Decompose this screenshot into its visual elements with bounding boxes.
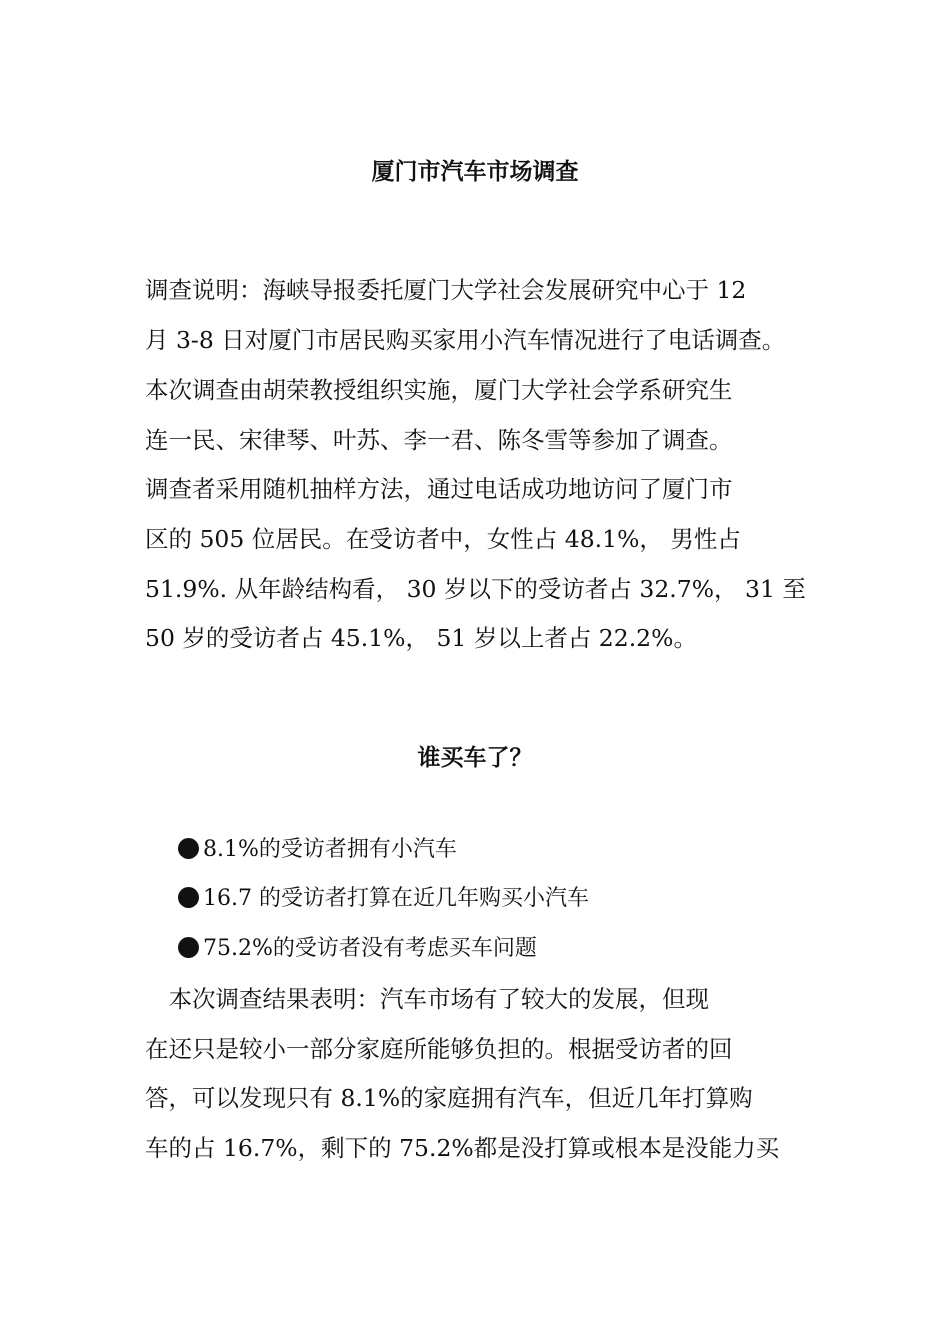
intro-line-2: 月 3-8 日对厦门市居民购买家用小汽车情况进行了电话调查。 bbox=[145, 326, 786, 354]
bullet-dot-icon bbox=[178, 838, 199, 859]
intro-line-1: 调查说明：海峡导报委托厦门大学社会发展研究中心于 12 bbox=[145, 276, 747, 304]
bullet-text: 8.1%的受访者拥有小汽车 bbox=[203, 837, 457, 862]
bullet-item bbox=[178, 835, 457, 865]
intro-line-8: 50 岁的受访者占 45.1%， 51 岁以上者占 22.2%。 bbox=[145, 624, 697, 652]
intro-line-6: 区的 505 位居民。在受访者中，女性占 48.1%， 男性占 bbox=[145, 525, 741, 553]
intro-line-7: 51.9%. 从年龄结构看， 30 岁以下的受访者占 32.7%， 31 至 bbox=[145, 575, 806, 603]
body-line-2: 在还只是较小一部分家庭所能够负担的。根据受访者的回 bbox=[145, 1035, 733, 1063]
section-heading: 谁买车了？ bbox=[417, 745, 533, 771]
bullet-text: 16.7 的受访者打算在近几年购买小汽车 bbox=[203, 886, 589, 911]
bullet-item bbox=[178, 884, 589, 914]
body-line-4: 车的占 16.7%，剩下的 75.2%都是没打算或根本是没能力买 bbox=[145, 1134, 780, 1162]
document-title: 厦门市汽车市场调查 bbox=[371, 159, 579, 185]
bullet-dot-icon bbox=[178, 887, 199, 908]
intro-line-4: 连一民、宋律琴、叶苏、李一君、陈冬雪等参加了调查。 bbox=[145, 426, 733, 454]
intro-line-5: 调查者采用随机抽样方法，通过电话成功地访问了厦门市 bbox=[145, 475, 733, 503]
bullet-text: 75.2%的受访者没有考虑买车问题 bbox=[203, 936, 537, 961]
intro-line-3: 本次调查由胡荣教授组织实施，厦门大学社会学系研究生 bbox=[145, 376, 733, 404]
body-line-3: 答，可以发现只有 8.1%的家庭拥有汽车，但近几年打算购 bbox=[145, 1084, 753, 1112]
bullet-item bbox=[178, 934, 537, 964]
body-line-1: 本次调查结果表明：汽车市场有了较大的发展，但现 bbox=[145, 985, 709, 1013]
bullet-dot-icon bbox=[178, 937, 199, 958]
